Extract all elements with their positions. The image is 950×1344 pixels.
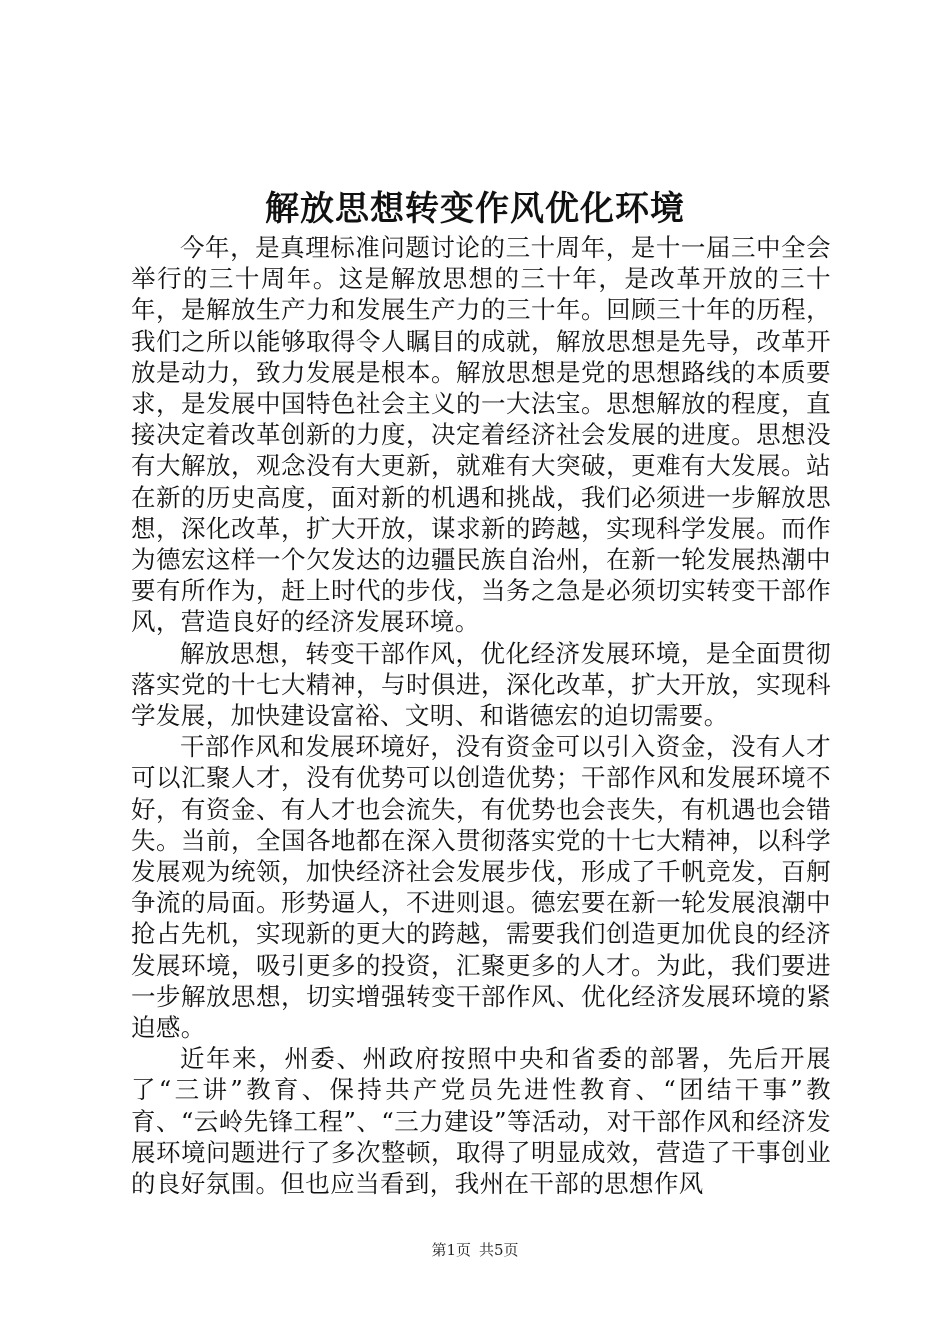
document-body [131, 232, 831, 1199]
page-footer [0, 1240, 950, 1260]
paragraph-4: 近年来，州委、州政府按照中央和省委的部署，先后开展了“三讲”教育、保持共产党员先进性教育、“团结干事”教育、“云岭先锋工程”、“三力建设”等活动，对干部作风和经济发展环境问题进行了多次整顿，取得了明显成效，营造了干事创业的良好氛围。但也应当看到，我州在干部的思想作风 [131, 1044, 831, 1199]
page-total: 共5页 [479, 1241, 519, 1259]
page-number: 第1页 [431, 1241, 471, 1259]
document-title: 解放思想转变作风优化环境 [265, 189, 685, 229]
paragraph-2: 解放思想，转变干部作风，优化经济发展环境，是全面贯彻落实党的十七大精神，与时俱进，深化改革，扩大开放，实现科学发展，加快建设富裕、文明、和谐德宏的迫切需要。 [131, 638, 831, 731]
paragraph-1: 今年，是真理标准问题讨论的三十周年，是十一届三中全会举行的三十周年。这是解放思想的三十年，是改革开放的三十年，是解放生产力和发展生产力的三十年。回顾三十年的历程，我们之所以能够取得令人瞩目的成就，解放思想是先导，改革开放是动力，致力发展是根本。解放思想是党的思想路线的本质要求，是发展中国特色社会主义的一大法宝。思想解放的程度，直接决定着改革创新的力度，决定着经济社会发展的进度。思想没有大解放，观念没有大更新，就难有大突破，更难有大发展。站在新的历史高度，面对新的机遇和挑战，我们必须进一步解放思想，深化改革，扩大开放，谋求新的跨越，实现科学发展。而作为德宏这样一个欠发达的边疆民族自治州，在新一轮发展热潮中要有所作为，赶上时代的步伐，当务之急是必须切实转变干部作风，营造良好的经济发展环境。 [131, 233, 831, 637]
paragraph-3: 干部作风和发展环境好，没有资金可以引入资金，没有人才可以汇聚人才，没有优势可以创造优势；干部作风和发展环境不好，有资金、有人才也会流失，有优势也会丧失，有机遇也会错失。当前，全国各地都在深入贯彻落实党的十七大精神，以科学发展观为统领，加快经济社会发展步伐，形成了千帆竞发，百舸争流的局面。形势逼人，不进则退。德宏要在新一轮发展浪潮中抢占先机，实现新的更大的跨越，需要我们创造更加优良的经济发展环境，吸引更多的投资，汇聚更多的人才。为此，我们要进一步解放思想，切实增强转变干部作风、优化经济发展环境的紧迫感。 [131, 732, 831, 1043]
